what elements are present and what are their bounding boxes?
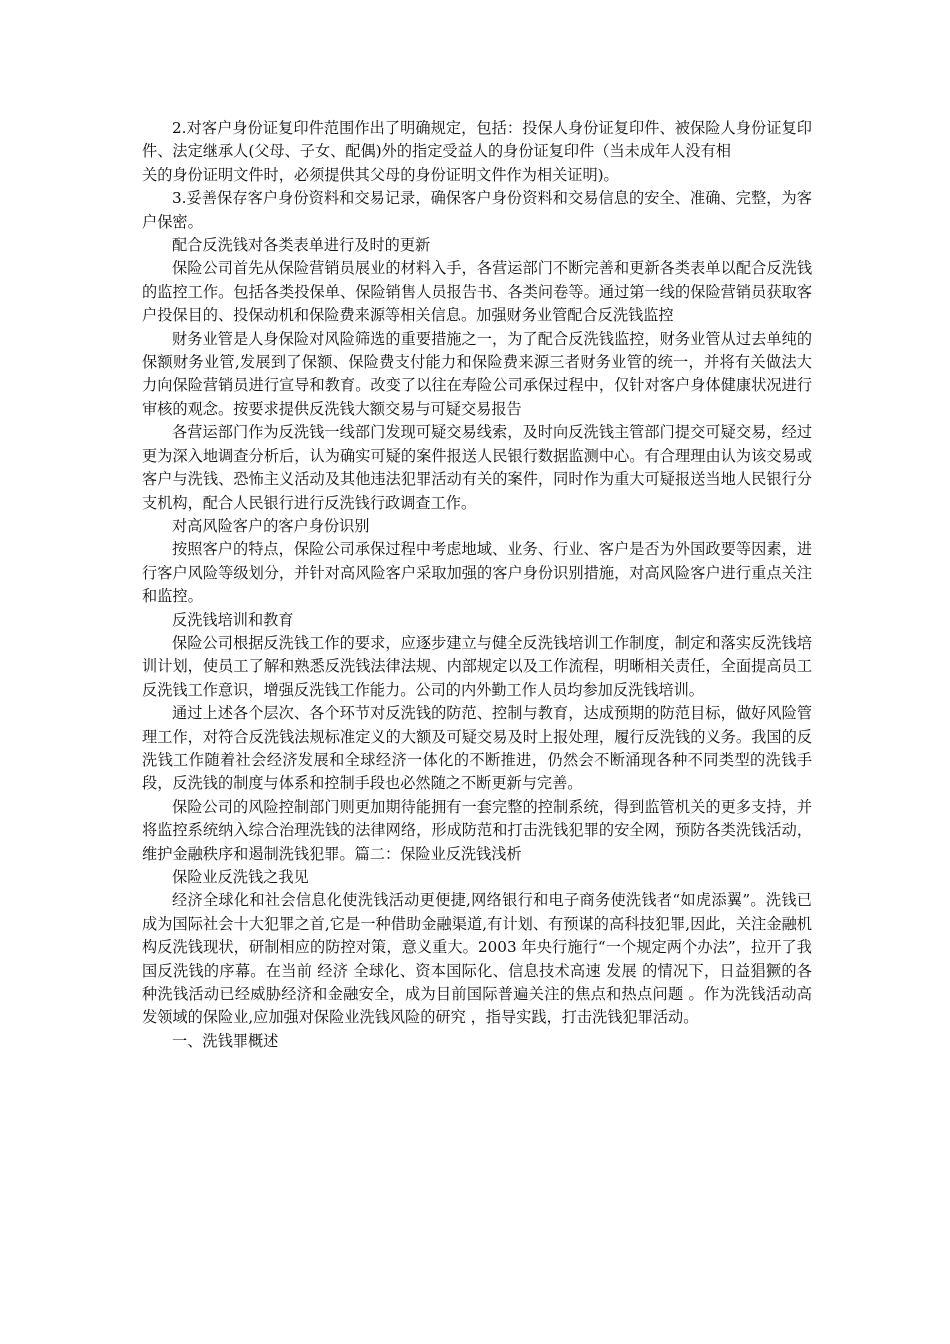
section-heading: 保险业反洗钱之我见 xyxy=(172,868,309,886)
paragraph: 财务业管是人身保险对风险筛选的重要措施之一，为了配合反洗钱监控，财务业管从过去单纯的保额财务业管,发展到了保额、保险费支付能力和保险费来源三者财务业管的统一，并将有关做法大力向保险营销员进行宣导和教育。改变了以往在寿险公司承保过程中，仅针对客户身体健康状况进行审核的观念。按要求提供反洗钱大额交易与可疑交易报告 xyxy=(142,329,812,418)
section-heading: 配合反洗钱对各类表单进行及时的更新 xyxy=(172,236,431,255)
paragraph: 按照客户的特点，保险公司承保过程中考虑地域、业务、行业、客户是否为外国政要等因素，进行客户风险等级划分，并针对高风险客户采取加强的客户身份识别措施，对高风险客户进行重点关注和监控。 xyxy=(142,540,812,606)
paragraph: 关的身份证明文件时，必须提供其父母的身份证明文件作为相关证明)。 xyxy=(142,165,619,184)
paragraph: 经济全球化和社会信息化使洗钱活动更便捷,网络银行和电子商务使洗钱者“如虎添翼”。洗钱已成为国际社会十大犯罪之首,它是一种借助金融渠道,有计划、有预谋的高科技犯罪,因此，关注金融机构反洗钱现状，研制相应的防控对策，意义重大。2003 年央行施行“一个规定两个办法”，拉开了我国反洗钱的序幕。在当前 经济 全球化、资本国际化、信息技术高速 发展 的情况下，日益猖獗的各种洗钱活动已经威胁经济和金融安全，成为目前国际普遍关注的焦点和热点问题 。作为洗钱活动高发领域的保险业,应加强对保险业洗钱风险的研究 ，指导实践，打击洗钱犯罪活动。 xyxy=(142,891,812,1027)
paragraph: 2.对客户身份证复印件范围作出了明确规定，包括：投保人身份证复印件、被保险人身份证复印件、法定继承人(父母、子女、配偶)外的指定受益人的身份证复印件（当未成年人没有相 xyxy=(142,119,812,161)
paragraph: 保险公司的风险控制部门则更加期待能拥有一套完整的控制系统，得到监管机关的更多支持，并将监控系统纳入综合治理洗钱的法律网络，形成防范和打击洗钱犯罪的安全网，预防各类洗钱活动，维护金融秩序和遏制洗钱犯罪。篇二：保险业反洗钱浅析 xyxy=(142,797,812,863)
paragraph: 通过上述各个层次、各个环节对反洗钱的防范、控制与教育，达成预期的防范目标，做好风险管理工作，对符合反洗钱法规标准定义的大额及可疑交易及时上报处理，履行反洗钱的义务。我国的反洗钱工作随着社会经济发展和全球经济一体化的不断推进，仍然会不断涌现各种不同类型的洗钱手段，反洗钱的制度与体系和控制手段也必然随之不断更新与完善。 xyxy=(142,704,812,793)
section-heading: 一、洗钱罪概述 xyxy=(172,1031,279,1050)
paragraph: 保险公司首先从保险营销员展业的材料入手，各营运部门不断完善和更新各类表单以配合反洗钱的监控工作。包括各类投保单、保险销售人员报告书、各类问卷等。通过第一线的保险营销员获取客户投保目的、投保动机和保险费来源等相关信息。加强财务业管配合反洗钱监控 xyxy=(142,259,812,325)
section-heading: 对高风险客户的客户身份识别 xyxy=(172,516,370,535)
document-body xyxy=(142,117,812,1053)
paragraph: 保险公司根据反洗钱工作的要求，应逐步建立与健全反洗钱培训工作制度，制定和落实反洗钱培训计划，使员工了解和熟悉反洗钱法律法规、内部规定以及工作流程，明晰相关责任，全面提高员工反洗钱工作意识，增强反洗钱工作能力。公司的内外勤工作人员均参加反洗钱培训。 xyxy=(142,633,812,699)
paragraph: 3.妥善保存客户身份资料和交易记录，确保客户身份资料和交易信息的安全、准确、完整，为客户保密。 xyxy=(142,189,812,231)
paragraph: 各营运部门作为反洗钱一线部门发现可疑交易线索，及时向反洗钱主管部门提交可疑交易，经过更为深入地调查分析后，认为确实可疑的案件报送人民银行数据监测中心。有合理理由认为该交易或客户与洗钱、恐怖主义活动及其他违法犯罪活动有关的案件，同时作为重大可疑报送当地人民银行分支机构，配合人民银行进行反洗钱行政调查工作。 xyxy=(142,423,812,512)
section-heading: 反洗钱培训和教育 xyxy=(172,610,294,629)
